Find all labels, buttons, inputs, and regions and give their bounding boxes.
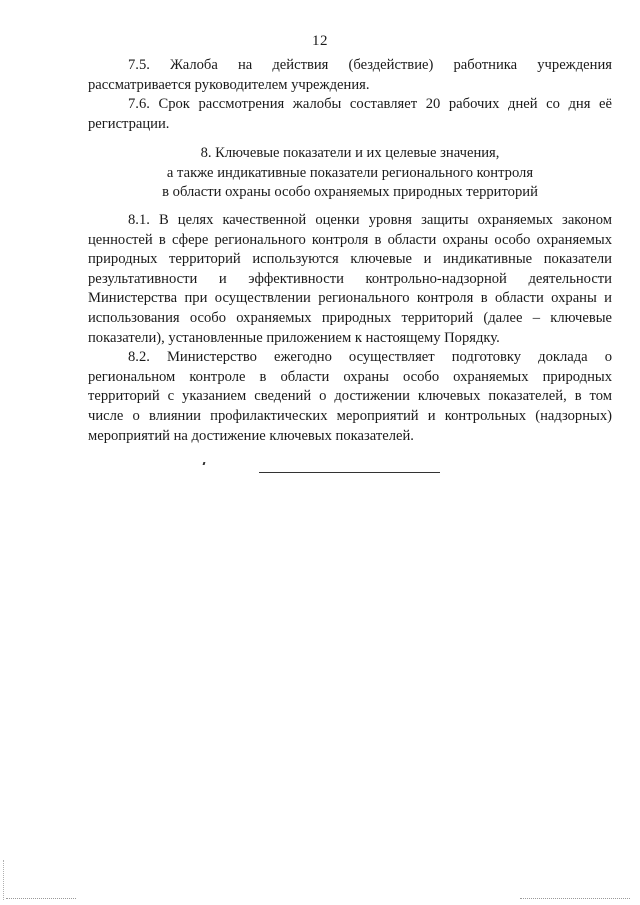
- ink-speck: [203, 462, 206, 465]
- heading-line-1: 8. Ключевые показатели и их целевые значения,: [200, 145, 500, 161]
- section-8-heading: [88, 144, 612, 203]
- scan-artifact-left-edge: [3, 860, 4, 900]
- heading-line-3: в области охраны особо охраняемых природных территорий: [162, 184, 538, 201]
- paragraph-8-1: 8.1. В целях качественной оценки уровня защиты охраняемых законом ценностей в сфере регионального контроля в области охраны особо охраняемых природных территорий используются ключевые и индикативные показатели результативности и эффективности контрольно-надзорной деятельности Министерства при осуществлении регионального контроля в области охраны и использования особо охраняемых природных территорий (далее – ключевые показатели), установленные приложением к настоящему Порядку.: [88, 212, 612, 346]
- paragraph-8-2: 8.2. Министерство ежегодно осуществляет подготовку доклада о региональном контроле в области охраны особо охраняемых природных территорий с указанием сведений о достижении ключевых показателей, в том числе о влиянии профилактических мероприятий и контрольных (надзорных) мероприятий на достижение ключевых показателей.: [88, 349, 612, 444]
- heading-line-2: а также индикативные показатели регионального контроля: [166, 164, 534, 181]
- section-7-body: [88, 56, 612, 134]
- paragraph-7-5: 7.5. Жалоба на действия (бездействие) работника учреждения рассматривается руководителем учреждения.: [88, 57, 612, 93]
- paragraph-7-6: 7.6. Срок рассмотрения жалобы составляет 20 рабочих дней со дня её регистрации.: [88, 96, 612, 132]
- scan-artifact-bottom-right: [520, 898, 630, 899]
- page-number: 12: [312, 33, 328, 49]
- section-8-body: [88, 211, 612, 446]
- end-divider-line: [259, 472, 440, 473]
- scan-artifact-bottom-left: [6, 898, 76, 899]
